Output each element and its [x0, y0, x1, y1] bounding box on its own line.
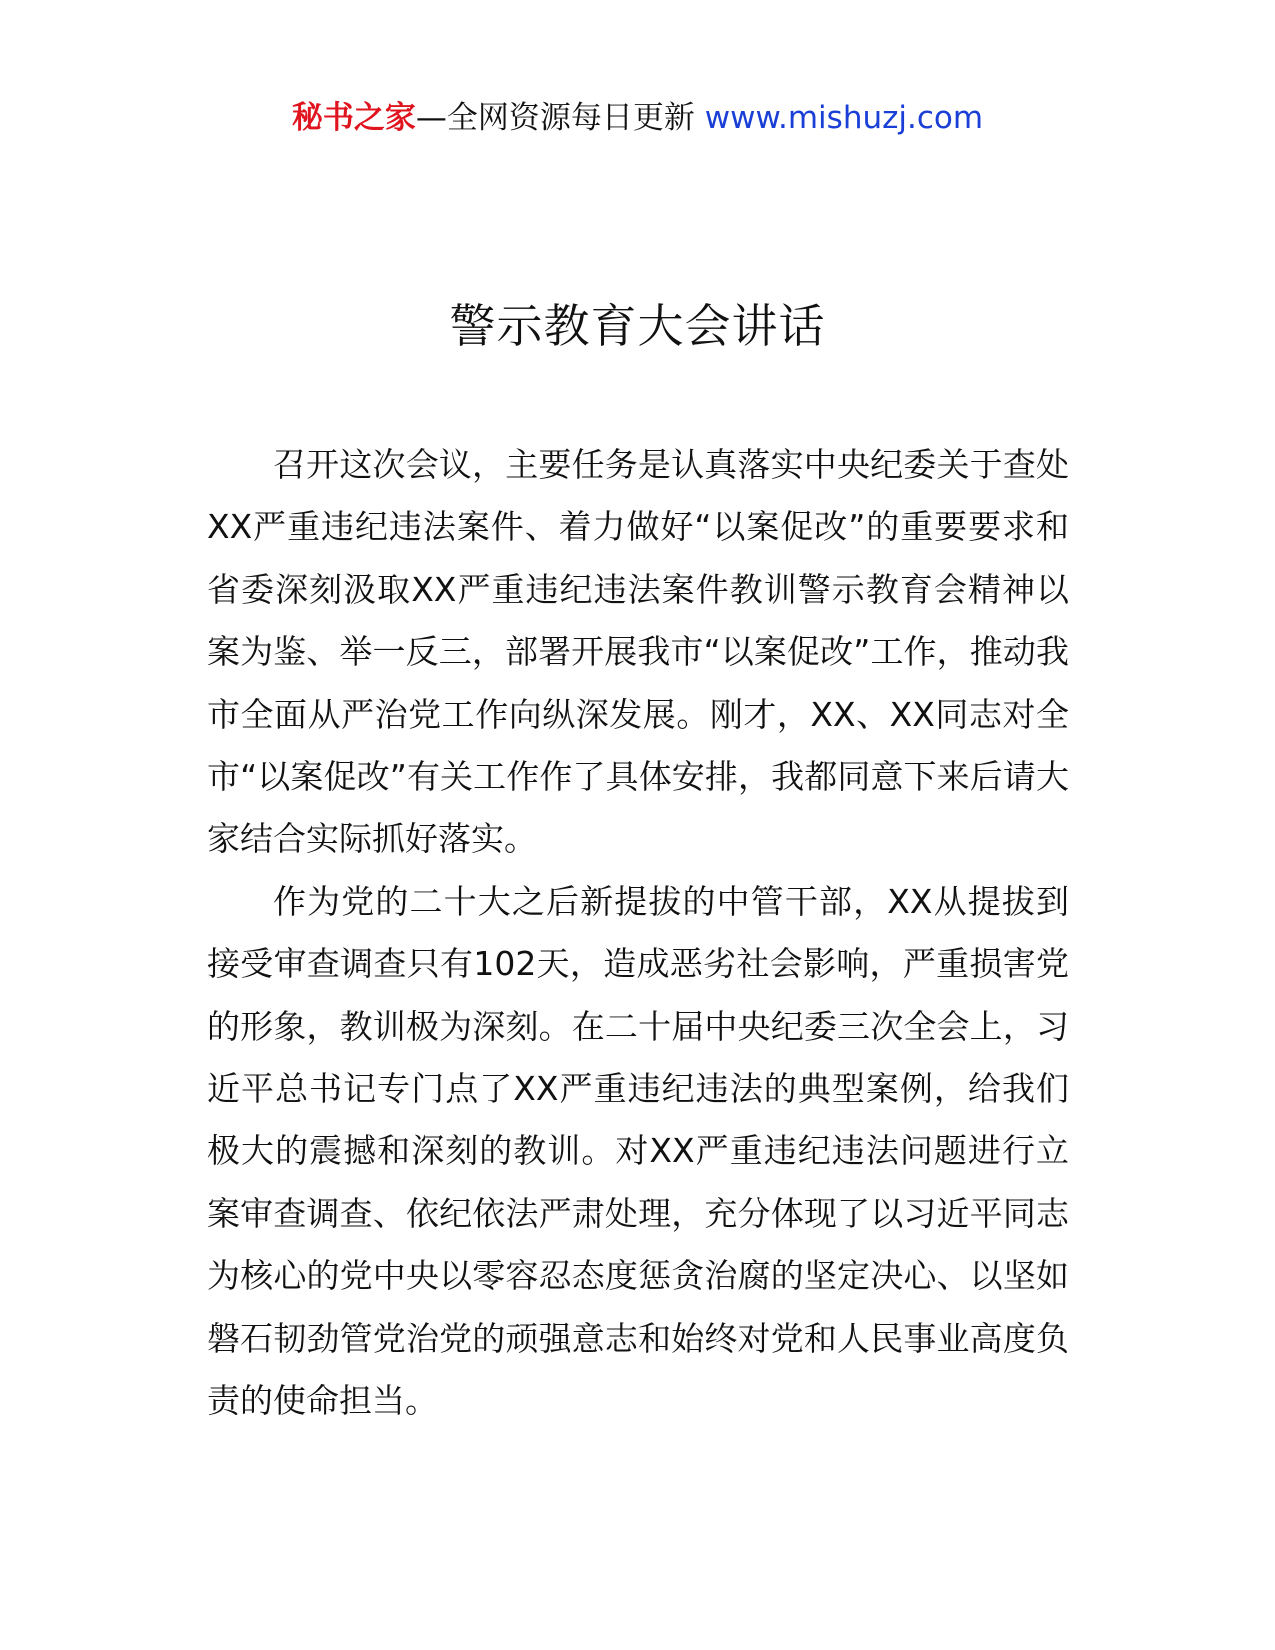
site-link[interactable]: www.mishuzj.com [704, 100, 984, 136]
header-slogan: —全网资源每日更新 [415, 100, 695, 136]
paragraph: 召开这次会议，主要任务是认真落实中央纪委关于查处XX严重违纪违法案件、着力做好“以案促改”的重要要求和省委深刻汲取XX严重违纪违法案件教训警示教育会精神以案为鉴、举一反三，部署开展我市“以案促改”工作，推动我市全面从严治党工作向纵深发展。刚才，XX、XX同志对全市“以案促改”有关工作作了具体安排，我都同意下来后请大家结合实际抓好落实。 [207, 445, 1069, 859]
document-title: 警示教育大会讲话 [449, 299, 826, 353]
brand-name: 秘书之家 [291, 100, 416, 136]
site-header [0, 98, 1275, 138]
document-body [207, 434, 1069, 1433]
paragraph: 作为党的二十大之后新提拔的中管干部，XX从提拔到接受审查调查只有102天，造成恶劣社会影响，严重损害党的形象，教训极为深刻。在二十届中央纪委三次全会上，习近平总书记专门点了XX严重违纪违法的典型案例，给我们极大的震撼和深刻的教训。对XX严重违纪违法问题进行立案审查调查、依纪依法严肃处理，充分体现了以习近平同志为核心的党中央以零容忍态度惩贪治腐的坚定决心、以坚如磐石韧劲管党治党的顽强意志和始终对党和人民事业高度负责的使命担当。 [207, 881, 1069, 1421]
